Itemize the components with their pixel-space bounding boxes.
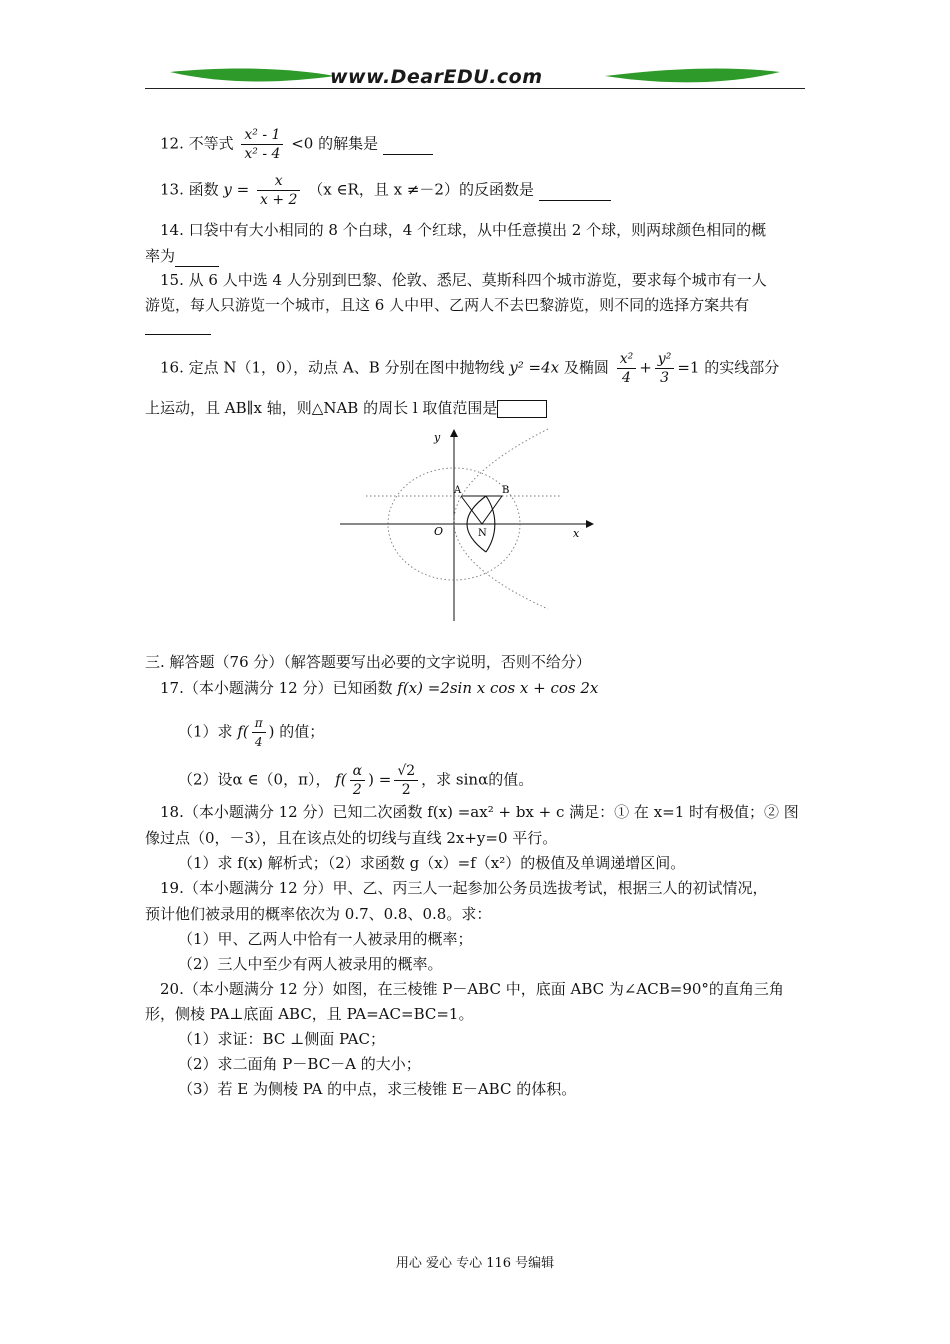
q20-line-4: （2）求二面角 P－BC－A 的大小； — [178, 1055, 421, 1073]
parabola-ellipse-figure — [330, 425, 600, 625]
point-b-label: B — [502, 485, 510, 496]
q14-line-2 — [145, 246, 219, 267]
q14-line-1: 14. 口袋中有大小相同的 8 个白球，4 个红球，从中任意摸出 2 个球，则两球颜色相同的概 — [160, 221, 767, 239]
q16-ellipse-rhs: =1 — [677, 358, 700, 377]
point-a-label: A — [454, 485, 462, 496]
q18-line-2: 像过点（0，－3），且在该点处的切线与直线 2x+y=0 平行。 — [145, 829, 558, 847]
q16-ellipse-num-2: y² — [655, 350, 675, 369]
q17-part-1 — [178, 714, 324, 751]
q12-fraction — [241, 126, 283, 163]
q13-y: y = — [223, 180, 250, 199]
q17-p2-fraction — [350, 762, 365, 799]
q15-line-1: 15. 从 6 人中选 4 人分别到巴黎、伦敦、悉尼、莫斯科四个城市游览，要求每个城市有一人 — [160, 271, 767, 289]
q12-text-b: <0 的解集是 — [291, 134, 379, 153]
q12-text-a: 12. 不等式 — [160, 134, 234, 153]
question-17 — [160, 678, 598, 698]
q17-p1-denominator: 4 — [254, 735, 263, 749]
q20-line-3: （1）求证：BC ⊥侧面 PAC； — [178, 1030, 385, 1048]
q20-line-1: 20.（本小题满分 12 分）如图，在三棱锥 P－ABC 中，底面 ABC 为∠ACB=90°的直角三角 — [160, 980, 784, 998]
q19-line-4: （2）三人中至少有两人被录用的概率。 — [178, 955, 443, 973]
q16-ellipse-num-1: x² — [617, 350, 637, 369]
q17-p1-fraction — [252, 714, 266, 751]
q16-plus: + — [639, 358, 652, 377]
q17-p1-numerator: π — [252, 714, 266, 733]
y-axis-label: y — [434, 431, 441, 444]
page-footer: 用心 爱心 专心 116 号编辑 — [395, 1256, 555, 1271]
banner-swoosh-left — [170, 69, 335, 82]
q16-ellipse-frac-1 — [617, 350, 637, 387]
q16-ellipse-den-1: 4 — [621, 370, 631, 386]
header-rule — [145, 88, 805, 89]
q13-text-b: （x ∈R，且 x ≠－2）的反函数是 — [308, 180, 534, 199]
q19-line-3: （1）甲、乙两人中恰有一人被录用的概率； — [178, 930, 473, 948]
q16-ellipse-den-2: 3 — [660, 370, 669, 386]
q17-part-2 — [178, 762, 533, 799]
q17-p2-root-numerator: √2 — [394, 762, 418, 781]
section-3-title: 三. 解答题（76 分）（解答题要写出必要的文字说明，否则不给分） — [145, 653, 591, 671]
q12-numerator: x² - 1 — [241, 126, 283, 145]
q17-p2-root-denominator: 2 — [401, 782, 411, 798]
q17-p2-text-b: ，求 sinα的值。 — [421, 770, 534, 789]
site-logo[interactable]: www.DearEDU.com — [330, 66, 543, 88]
q17-stem: 17.（本小题满分 12 分）已知函数 — [160, 679, 393, 697]
q17-p2-text-a: （2）设α ∈（0，π）， — [178, 770, 331, 789]
q13-denominator: x + 2 — [260, 192, 298, 208]
q20-line-5: （3）若 E 为侧棱 PA 的中点，求三棱锥 E－ABC 的体积。 — [178, 1080, 577, 1098]
question-13 — [160, 172, 611, 209]
origin-label: O — [434, 525, 444, 538]
q17-p1-text-b: ) 的值； — [268, 722, 325, 741]
q17-p2-f: f( — [335, 770, 347, 789]
q16-line-2 — [145, 398, 547, 418]
q17-p2-denominator: 2 — [352, 782, 362, 798]
q13-answer-blank[interactable] — [539, 180, 611, 201]
q17-p1-f: f( — [237, 722, 249, 741]
q17-p2-root-fraction — [394, 762, 418, 799]
q17-function: f(x) =2sin x cos x + cos 2x — [397, 679, 599, 697]
q12-answer-blank[interactable] — [383, 134, 433, 155]
q16-text-b: 的实线部分 — [704, 358, 780, 377]
q18-line-3: （1）求 f(x) 解析式；（2）求函数 g（x）=f（x²）的极值及单调递增区间。 — [178, 854, 686, 872]
q13-text-a: 13. 函数 — [160, 180, 219, 199]
q12-denominator: x² - 4 — [244, 146, 281, 162]
q14-answer-blank[interactable] — [175, 246, 219, 267]
q14-text: 率为 — [145, 247, 176, 265]
question-16 — [160, 350, 779, 387]
q16-parabola-eq: y² =4x — [509, 358, 560, 377]
q16-answer-box[interactable] — [497, 400, 547, 418]
point-n-label: N — [478, 528, 487, 539]
q16-text-a: 16. 定点 N（1，0），动点 A、B 分别在图中抛物线 — [160, 358, 505, 377]
q16-ellipse-frac-2 — [655, 350, 675, 387]
q18-line-1: 18.（本小题满分 12 分）已知二次函数 f(x) =ax² + bx + c 满足：① 在 x=1 时有极值；② 图 — [160, 803, 799, 821]
q15-line-2: 游览，每人只游览一个城市，且这 6 人中甲、乙两人不去巴黎游览，则不同的选择方案共有 — [145, 296, 750, 314]
q16-text-line-2: 上运动，且 AB∥x 轴，则△NAB 的周长 l 取值范围是 — [145, 399, 498, 417]
q19-line-2: 预计他们被录用的概率依次为 0.7、0.8、0.8。求： — [145, 905, 492, 923]
q15-answer-blank[interactable] — [145, 334, 211, 335]
question-12 — [160, 126, 433, 163]
q17-p2-numerator: α — [350, 762, 365, 781]
q20-line-2: 形，侧棱 PA⊥底面 ABC，且 PA=AC=BC=1。 — [145, 1005, 474, 1023]
q17-p1-text-a: （1）求 — [178, 722, 233, 741]
q19-line-1: 19.（本小题满分 12 分）甲、乙、丙三人一起参加公务员选拔考试，根据三人的初试情况， — [160, 879, 768, 897]
banner-swoosh-right — [605, 69, 780, 83]
q13-fraction — [257, 172, 300, 209]
q17-p2-equals: ) = — [368, 770, 392, 789]
q13-numerator: x — [257, 172, 300, 191]
q16-text-mid: 及椭圆 — [563, 358, 609, 377]
x-axis-label: x — [573, 527, 580, 540]
